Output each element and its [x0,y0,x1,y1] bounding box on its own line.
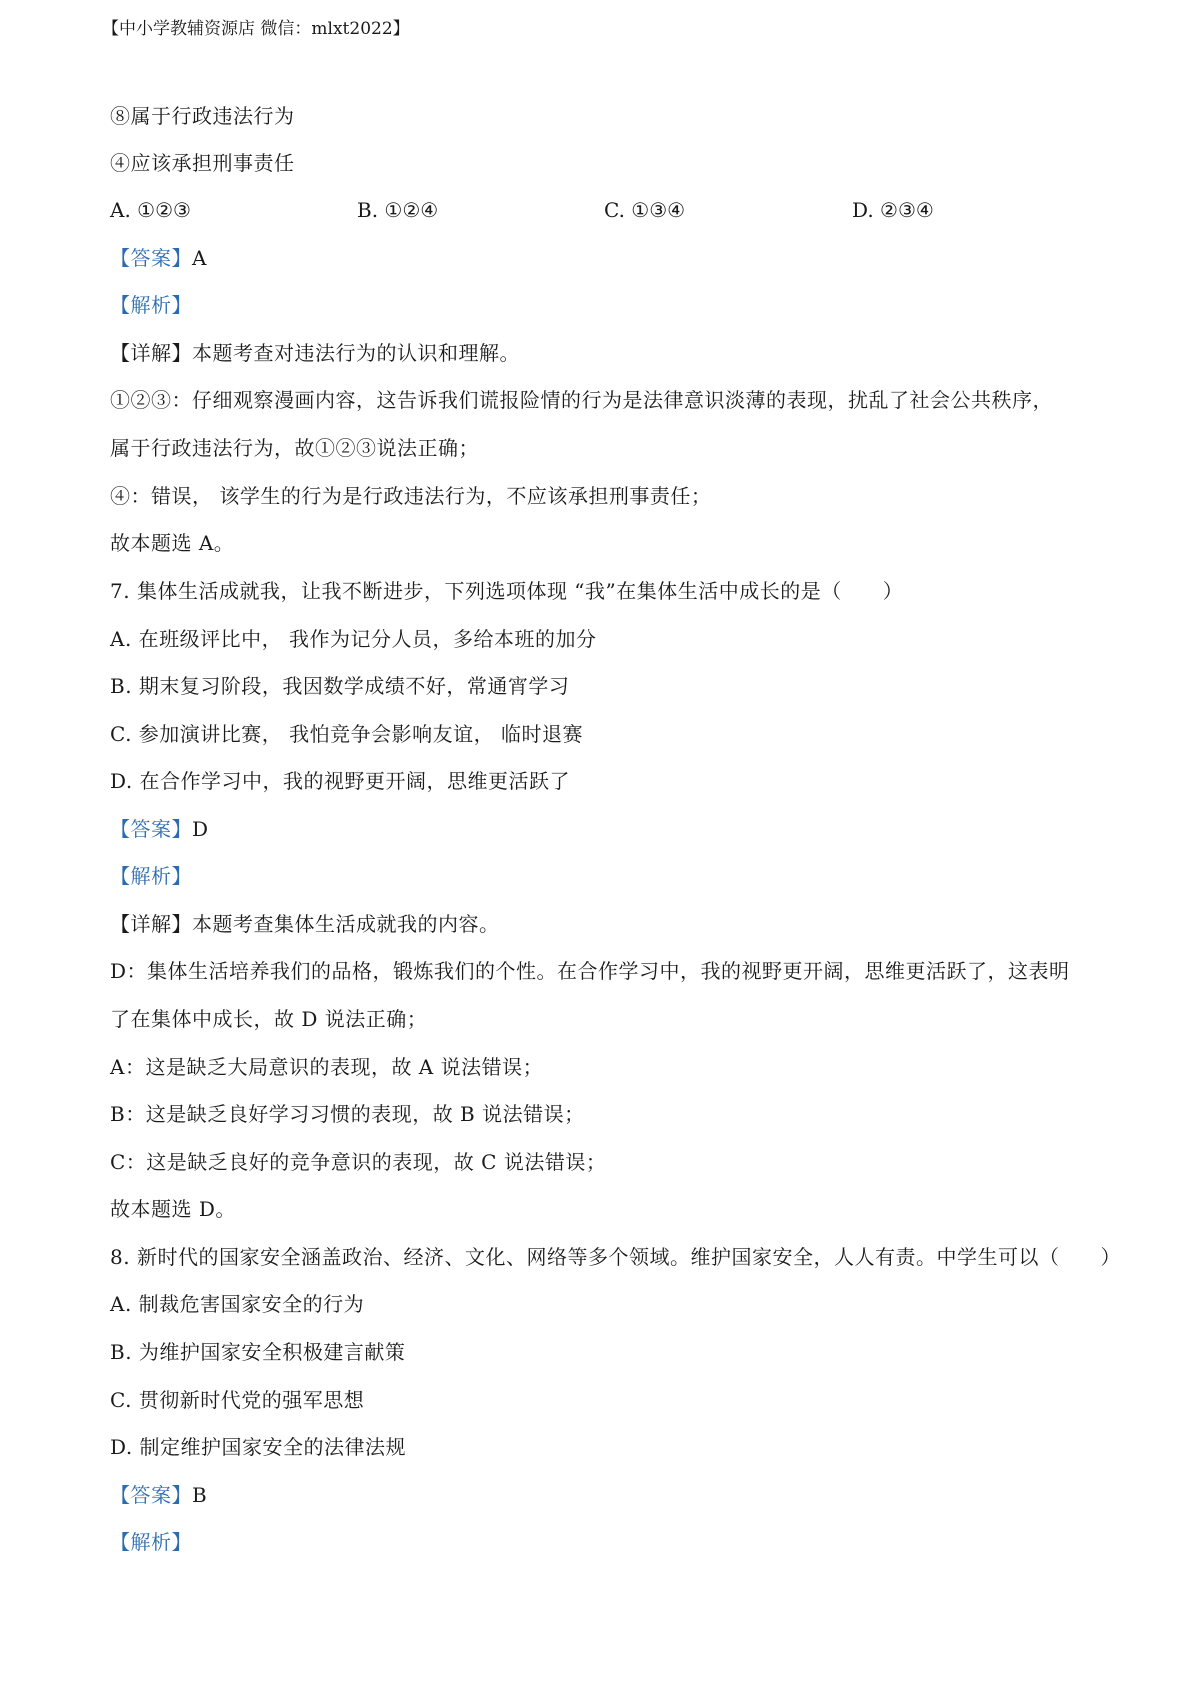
q6-statement-3: ⑧属于行政违法行为 [110,104,295,128]
q7-conclusion: 故本题选 D。 [110,1197,236,1221]
answer-value: D [192,817,209,841]
answer-tag: 【答案】 [110,817,192,841]
q6-option-d: D. ②③④ [852,198,934,222]
q6-option-c: C. ①③④ [604,198,686,222]
q6-option-a: A. ①②③ [110,198,191,222]
q7-option-d: D. 在合作学习中，我的视野更开阔，思维更活跃了 [110,769,571,793]
q7-analysis-tag: 【解析】 [110,864,192,888]
q8-option-b: B. 为维护国家安全积极建言献策 [110,1340,406,1364]
q6-detail-4: ④：错误， 该学生的行为是行政违法行为，不应该承担刑事责任； [110,484,712,508]
q6-analysis-tag: 【解析】 [110,293,192,317]
q6-detail-2: ①②③：仔细观察漫画内容，这告诉我们谎报险情的行为是法律意识淡薄的表现，扰乱了社会公共秩序， [110,388,1053,412]
answer-value: B [192,1483,208,1507]
q8-option-d: D. 制定维护国家安全的法律法规 [110,1435,407,1459]
answer-tag: 【答案】 [110,1483,192,1507]
q7-option-b: B. 期末复习阶段，我因数学成绩不好，常通宵学习 [110,674,570,698]
q7-detail-5: B：这是缺乏良好学习习惯的表现，故 B 说法错误； [110,1102,585,1126]
q6-option-b: B. ①②④ [357,198,439,222]
q6-answer [110,244,207,272]
q7-detail-6: C：这是缺乏良好的竞争意识的表现，故 C 说法错误； [110,1150,607,1174]
q7-option-a: A. 在班级评比中， 我作为记分人员，多给本班的加分 [110,627,597,651]
q7-detail-3: 了在集体中成长，故 D 说法正确； [110,1007,428,1031]
q7-detail-2: D：集体生活培养我们的品格，锻炼我们的个性。在合作学习中，我的视野更开阔，思维更活跃了，这表明 [110,959,1070,983]
q6-statement-4: ④应该承担刑事责任 [110,151,295,175]
q7-option-c: C. 参加演讲比赛， 我怕竞争会影响友谊， 临时退赛 [110,722,584,746]
q6-conclusion: 故本题选 A。 [110,531,235,555]
q8-analysis-tag: 【解析】 [110,1530,192,1554]
header-watermark: 【中小学教辅资源店 微信：mlxt2022】 [102,19,410,39]
q7-detail-1: 【详解】本题考查集体生活成就我的内容。 [110,912,500,936]
q8-answer [110,1481,207,1509]
q6-detail-3: 属于行政违法行为，故①②③说法正确； [110,436,479,460]
answer-tag: 【答案】 [110,246,192,270]
q7-answer [110,815,209,843]
q8-option-a: A. 制裁危害国家安全的行为 [110,1292,365,1316]
q6-detail-1: 【详解】本题考查对违法行为的认识和理解。 [110,341,520,365]
answer-value: A [192,246,207,270]
q7-detail-4: A：这是缺乏大局意识的表现，故 A 说法错误； [110,1055,544,1079]
q8-option-c: C. 贯彻新时代党的强军思想 [110,1388,365,1412]
q7-stem: 7. 集体生活成就我，让我不断进步，下列选项体现 “我”在集体生活中成长的是（ ） [110,579,904,603]
q8-stem: 8. 新时代的国家安全涵盖政治、经济、文化、网络等多个领域。维护国家安全，人人有责。中学生可以（ ） [110,1245,1121,1269]
